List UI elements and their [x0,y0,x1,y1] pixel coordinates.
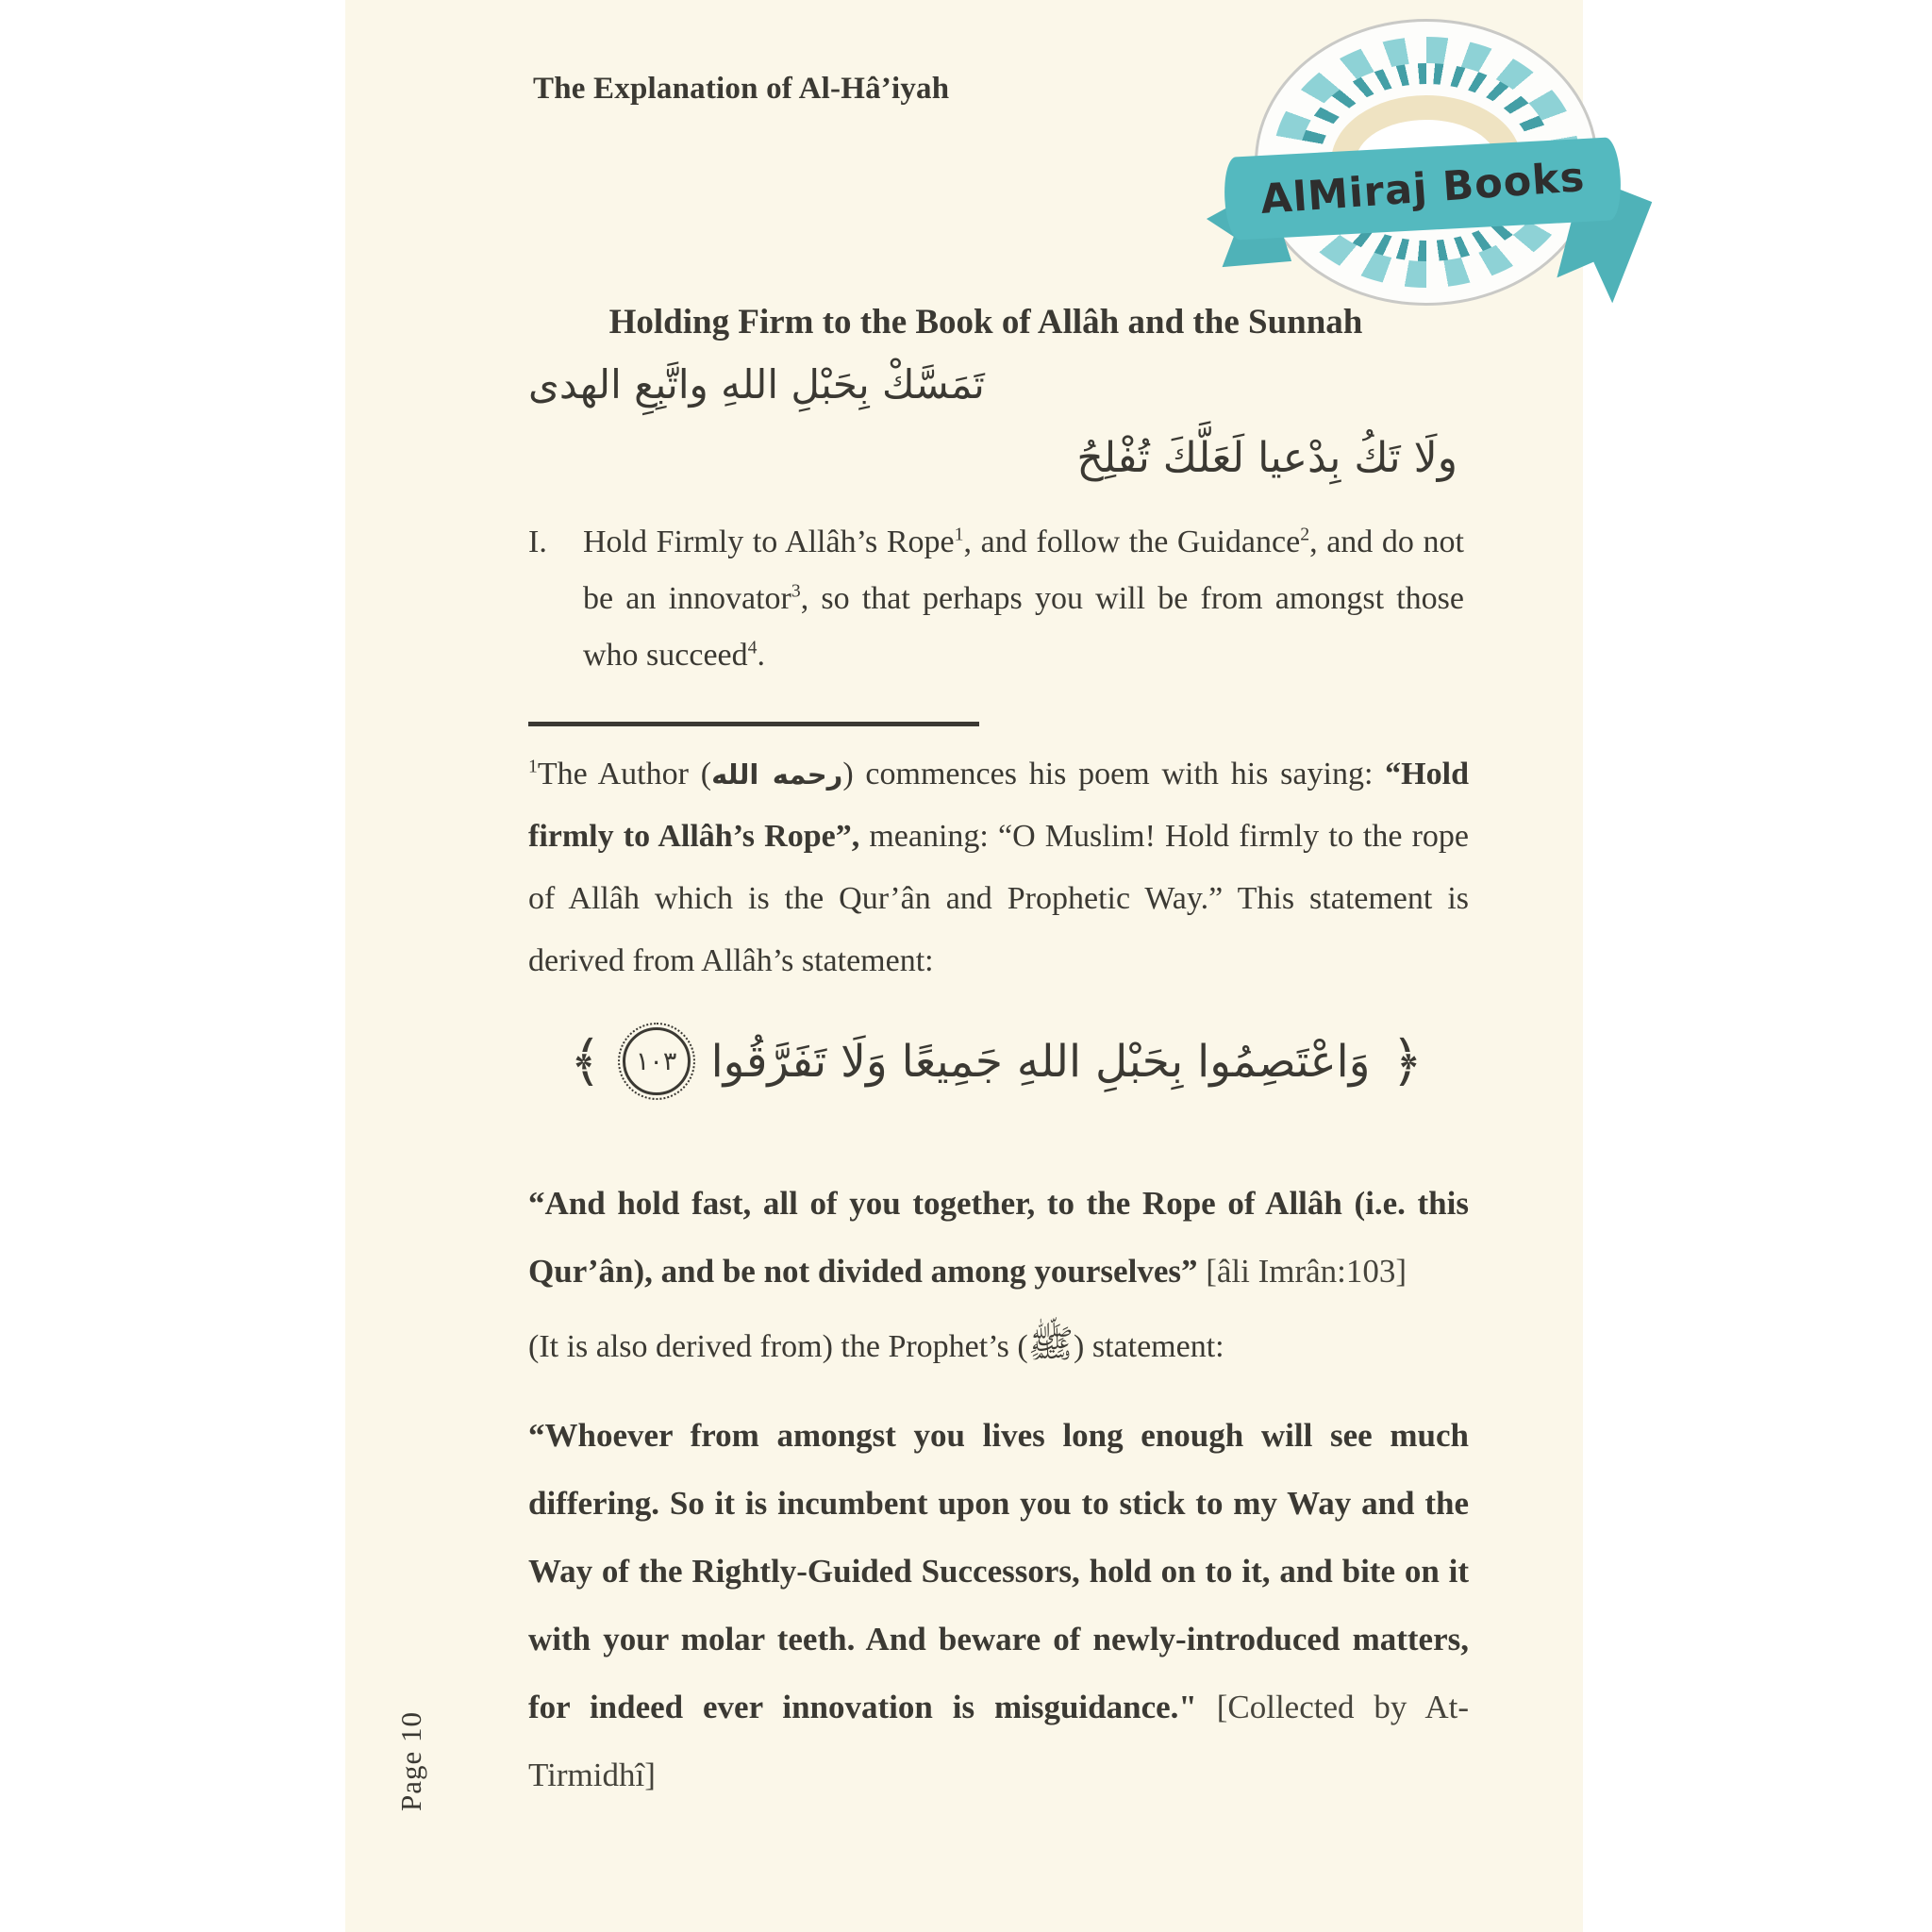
quran-verse [528,1000,1464,1123]
hadith-intro-text-b: ) statement: [1074,1329,1224,1364]
quran-verse-arabic: وَاعْتَصِمُوا بِحَبْلِ اللهِ جَمِيعًا وَلَا تَفَرَّقُوا [710,1035,1371,1088]
verse-translation-quote: “And hold fast, all of you together, to the Rope of Allâh (i.e. this Qur’ân), and be not divided among yourselves” [528,1185,1469,1290]
footnote-text-c: meaning: “O Muslim! Hold firmly to the rope of Allâh which is the Qur’ân and Prophetic Way.” This statement is derived from Allâh’s statement: [528,819,1469,978]
footnote-bold-quote: “Hold firmly to Allâh’s Rope”, [528,757,1469,854]
verse-translation [528,1170,1469,1306]
footnote-ref-4: 4 [747,637,758,658]
footnote-text-a: The Author ( [537,757,712,791]
rahimahullah-calligraphy: رحمه الله [711,758,843,791]
poem-seg-5: . [757,638,766,673]
poem-arabic-hemistich-1: تَمَسَّكْ بِحَبْلِ اللهِ واتَّبِعِ الهدى [528,361,985,408]
footnote-marker: 1 [528,756,538,777]
running-header: The Explanation of Al-Hâ’iyah [533,72,950,106]
verse-reference: [âli Imrân:103] [1197,1253,1407,1290]
hadith-intro-text-a: (It is also derived from) the Prophet’s ( [528,1329,1028,1364]
footnote-ref-1: 1 [954,524,964,545]
verse-number-medallion: ١٠٣ [623,1027,691,1095]
logo-ribbon-text: AlMiraj Books [1258,154,1587,224]
hadith-reference: [Collected by At-Tirmidhî] [528,1689,1469,1793]
hadith-quote [528,1402,1469,1809]
sallallahu-alayhi-wasallam-icon: ﷺ [1027,1323,1074,1366]
page-number-label: Page 10 [394,1710,427,1811]
poem-seg-4: , so that perhaps you will be from amongst those who succeed [583,581,1464,673]
footnote-ref-3: 3 [791,580,801,602]
poem-seg-2: , and follow the Guidance [963,525,1301,559]
poem-seg-1: Hold Firmly to Allâh’s Rope [583,525,955,559]
chapter-heading: Holding Firm to the Book of Allâh and the Sunnah [608,302,1363,341]
ornate-bracket-left-icon: ﴾ [569,1029,602,1093]
footnote-text-b: ) commences his poem with his saying: [842,757,1386,791]
ornate-bracket-right-icon: ﴿ [1391,1029,1424,1093]
footnote-divider [528,722,979,726]
poem-translation-text [583,514,1464,684]
poem-line-number: I. [528,525,547,559]
footnote-1 [528,743,1469,992]
poem-arabic-hemistich-2: ولَا تَكُ بِدْعيا لَعَلَّكَ تُفْلِحُ [1076,434,1457,482]
poem-translation [528,514,1464,684]
hadith-intro [528,1321,1469,1375]
footnote-ref-2: 2 [1300,524,1310,545]
hadith-quote-text: “Whoever from amongst you lives long enough will see much differing. So it is incumbent upon you to stick to my Way and the Way of the Rightly-Guided Successors, hold on to it, and bite on it with your molar teeth. And beware of newly-introduced matters, for indeed ever innovation is misguidance." [528,1417,1469,1725]
publisher-logo [1234,8,1615,306]
poem-seg-3: , and do not be an innovator [583,525,1465,616]
